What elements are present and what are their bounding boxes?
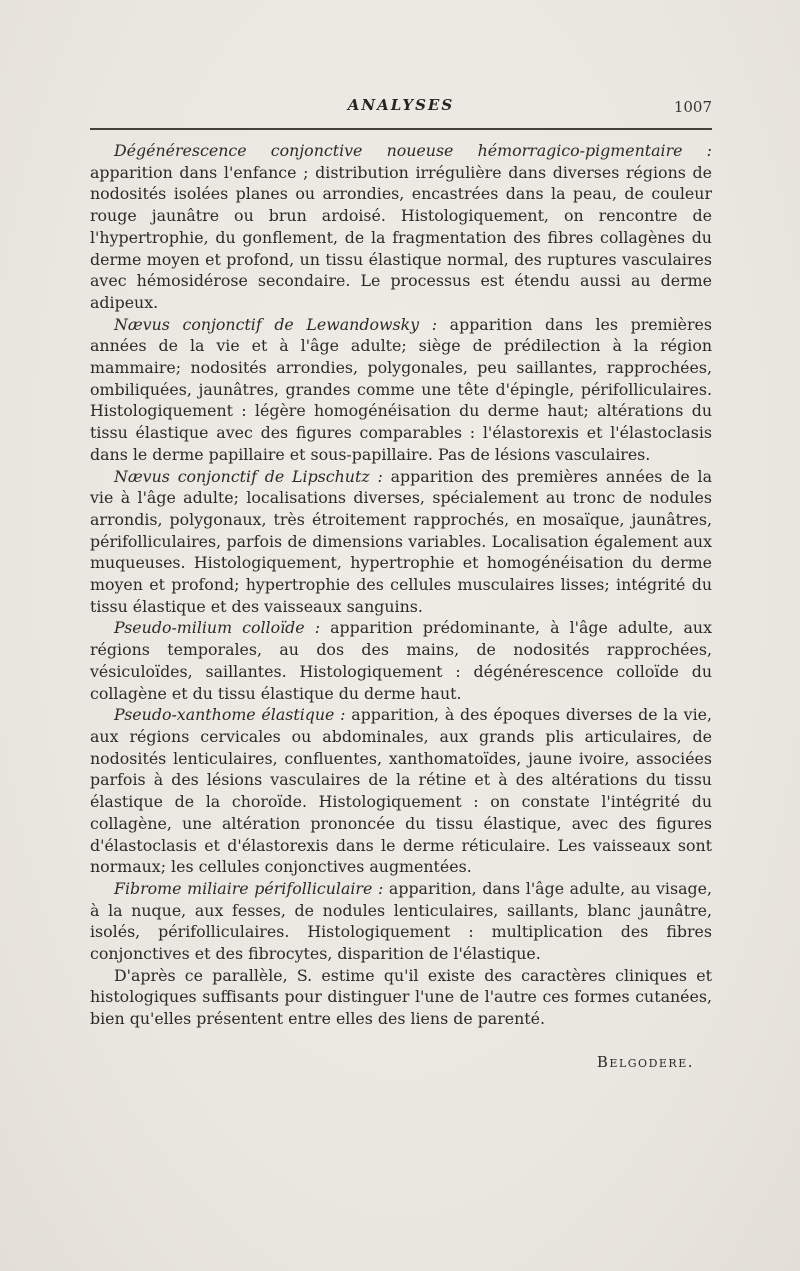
text-naevus-lewandowsky: apparition dans les premières années de la vie et à l'âge adulte; siège de prédilection à la région mammaire; nodosités arrondies, polygonales, peu saillantes, rapprochées, ombiliquées, jaunâtres, grandes comme une tête d'épingle, périfolliculaires. Histologiquement : légère homogénéisation du derme haut; altérations du tissu élastique avec des figures comparables : l'élastorexis et l'élastoclasis dans le derme papillaire et sous-papillaire. Pas de lésions vasculaires. [90,314,712,464]
text-degenerescence: apparition dans l'enfance ; distribution irrégulière dans diverses régions de nodosités isolées planes ou arrondies, encastrées dans la peau, de couleur rouge jaunâtre ou brun ardoisé. Histologiquement, on rencontre de l'hypertrophie, du gonflement, de la fragmentation des fibres collagènes du derme moyen et profond, un tissu élastique normal, des ruptures vasculaires avec hémosidérose secondaire. Le processus est étendu aussi au derme adipeux. [90,162,712,312]
article-body [90,140,712,1030]
paragraph-fibrome-miliaire [90,878,712,965]
header-rule [90,128,712,130]
text-fibrome-miliaire: apparition, dans l'âge adulte, au visage, à la nuque, aux fesses, de nodules lenticulaires, saillants, blanc jaunâtre, isolés, périfolliculaires. Histologiquement : multiplication des fibres conjonctives et des fibrocytes, disparition de l'élastique. [90,878,712,964]
text-pseudo-xanthome: apparition, à des époques diverses de la vie, aux régions cervicales ou abdominales, aux grands plis articulaires, de nodosités lenticulaires, confluentes, xanthomatoïdes, jaune ivoire, associées parfois à des lésions vasculaires de la rétine et à des altérations du tissu élastique de la choroïde. Histologiquement : on constate l'intégrité du collagène, une altération prononcée du tissu élastique, avec des figures d'élastoclasis et d'élastorexis dans le derme réticulaire. Les vaisseaux sont normaux; les cellules conjonctives augmentées. [90,705,713,877]
author-signature: Belgodere. [596,1053,694,1071]
term-pseudo-milium: Pseudo-milium colloïde : [114,618,321,638]
text-pseudo-milium: apparition prédominante, à l'âge adulte, aux régions temporales, au dos des mains, de nodosités rapprochées, vésiculoïdes, saillantes. Histologiquement : dégénérescence colloïde du collagène et du tissu élastique du derme haut. [90,618,712,703]
text-conclusion: D'après ce parallèle, S. estime qu'il existe des caractères cliniques et histologiques suffisants pour distinguer l'une de l'autre ces formes cutanées, bien qu'elles présentent entre elles des liens de parenté. [90,965,712,1029]
running-header [90,96,712,122]
page-number: 1007 [673,98,712,116]
text-naevus-lipschutz: apparition des premières années de la vie à l'âge adulte; localisations diverses, spécialement au tronc de nodules arrondis, polygonaux, très étroitement rapprochés, en mosaïque, jaunâtres, périfolliculaires, parfois de dimensions variables. Localisation également aux muqueuses. Histologiquement, hypertrophie et homogénéisation du derme moyen et profond; hypertrophie des cellules musculaires lisses; intégrité du tissu élastique et des vaisseaux sanguins. [90,466,712,616]
term-fibrome-miliaire: Fibrome miliaire périfolliculaire : [114,878,384,898]
term-naevus-lipschutz: Nævus conjonctif de Lipschutz : [114,466,383,486]
term-degenerescence: Dégénérescence conjonctive noueuse hémorragico-pigmentaire : [114,141,712,160]
paragraph-naevus-lewandowsky [90,314,712,466]
paragraph-pseudo-milium [90,617,712,704]
paragraph-degenerescence [90,140,712,314]
paragraph-pseudo-xanthome [90,704,712,878]
term-naevus-lewandowsky: Nævus conjonctif de Lewandowsky : [114,314,438,334]
paragraph-naevus-lipschutz [90,466,712,618]
section-title: ANALYSES [347,96,455,114]
term-pseudo-xanthome: Pseudo-xanthome élastique : [114,705,346,725]
paragraph-conclusion [90,965,712,1030]
